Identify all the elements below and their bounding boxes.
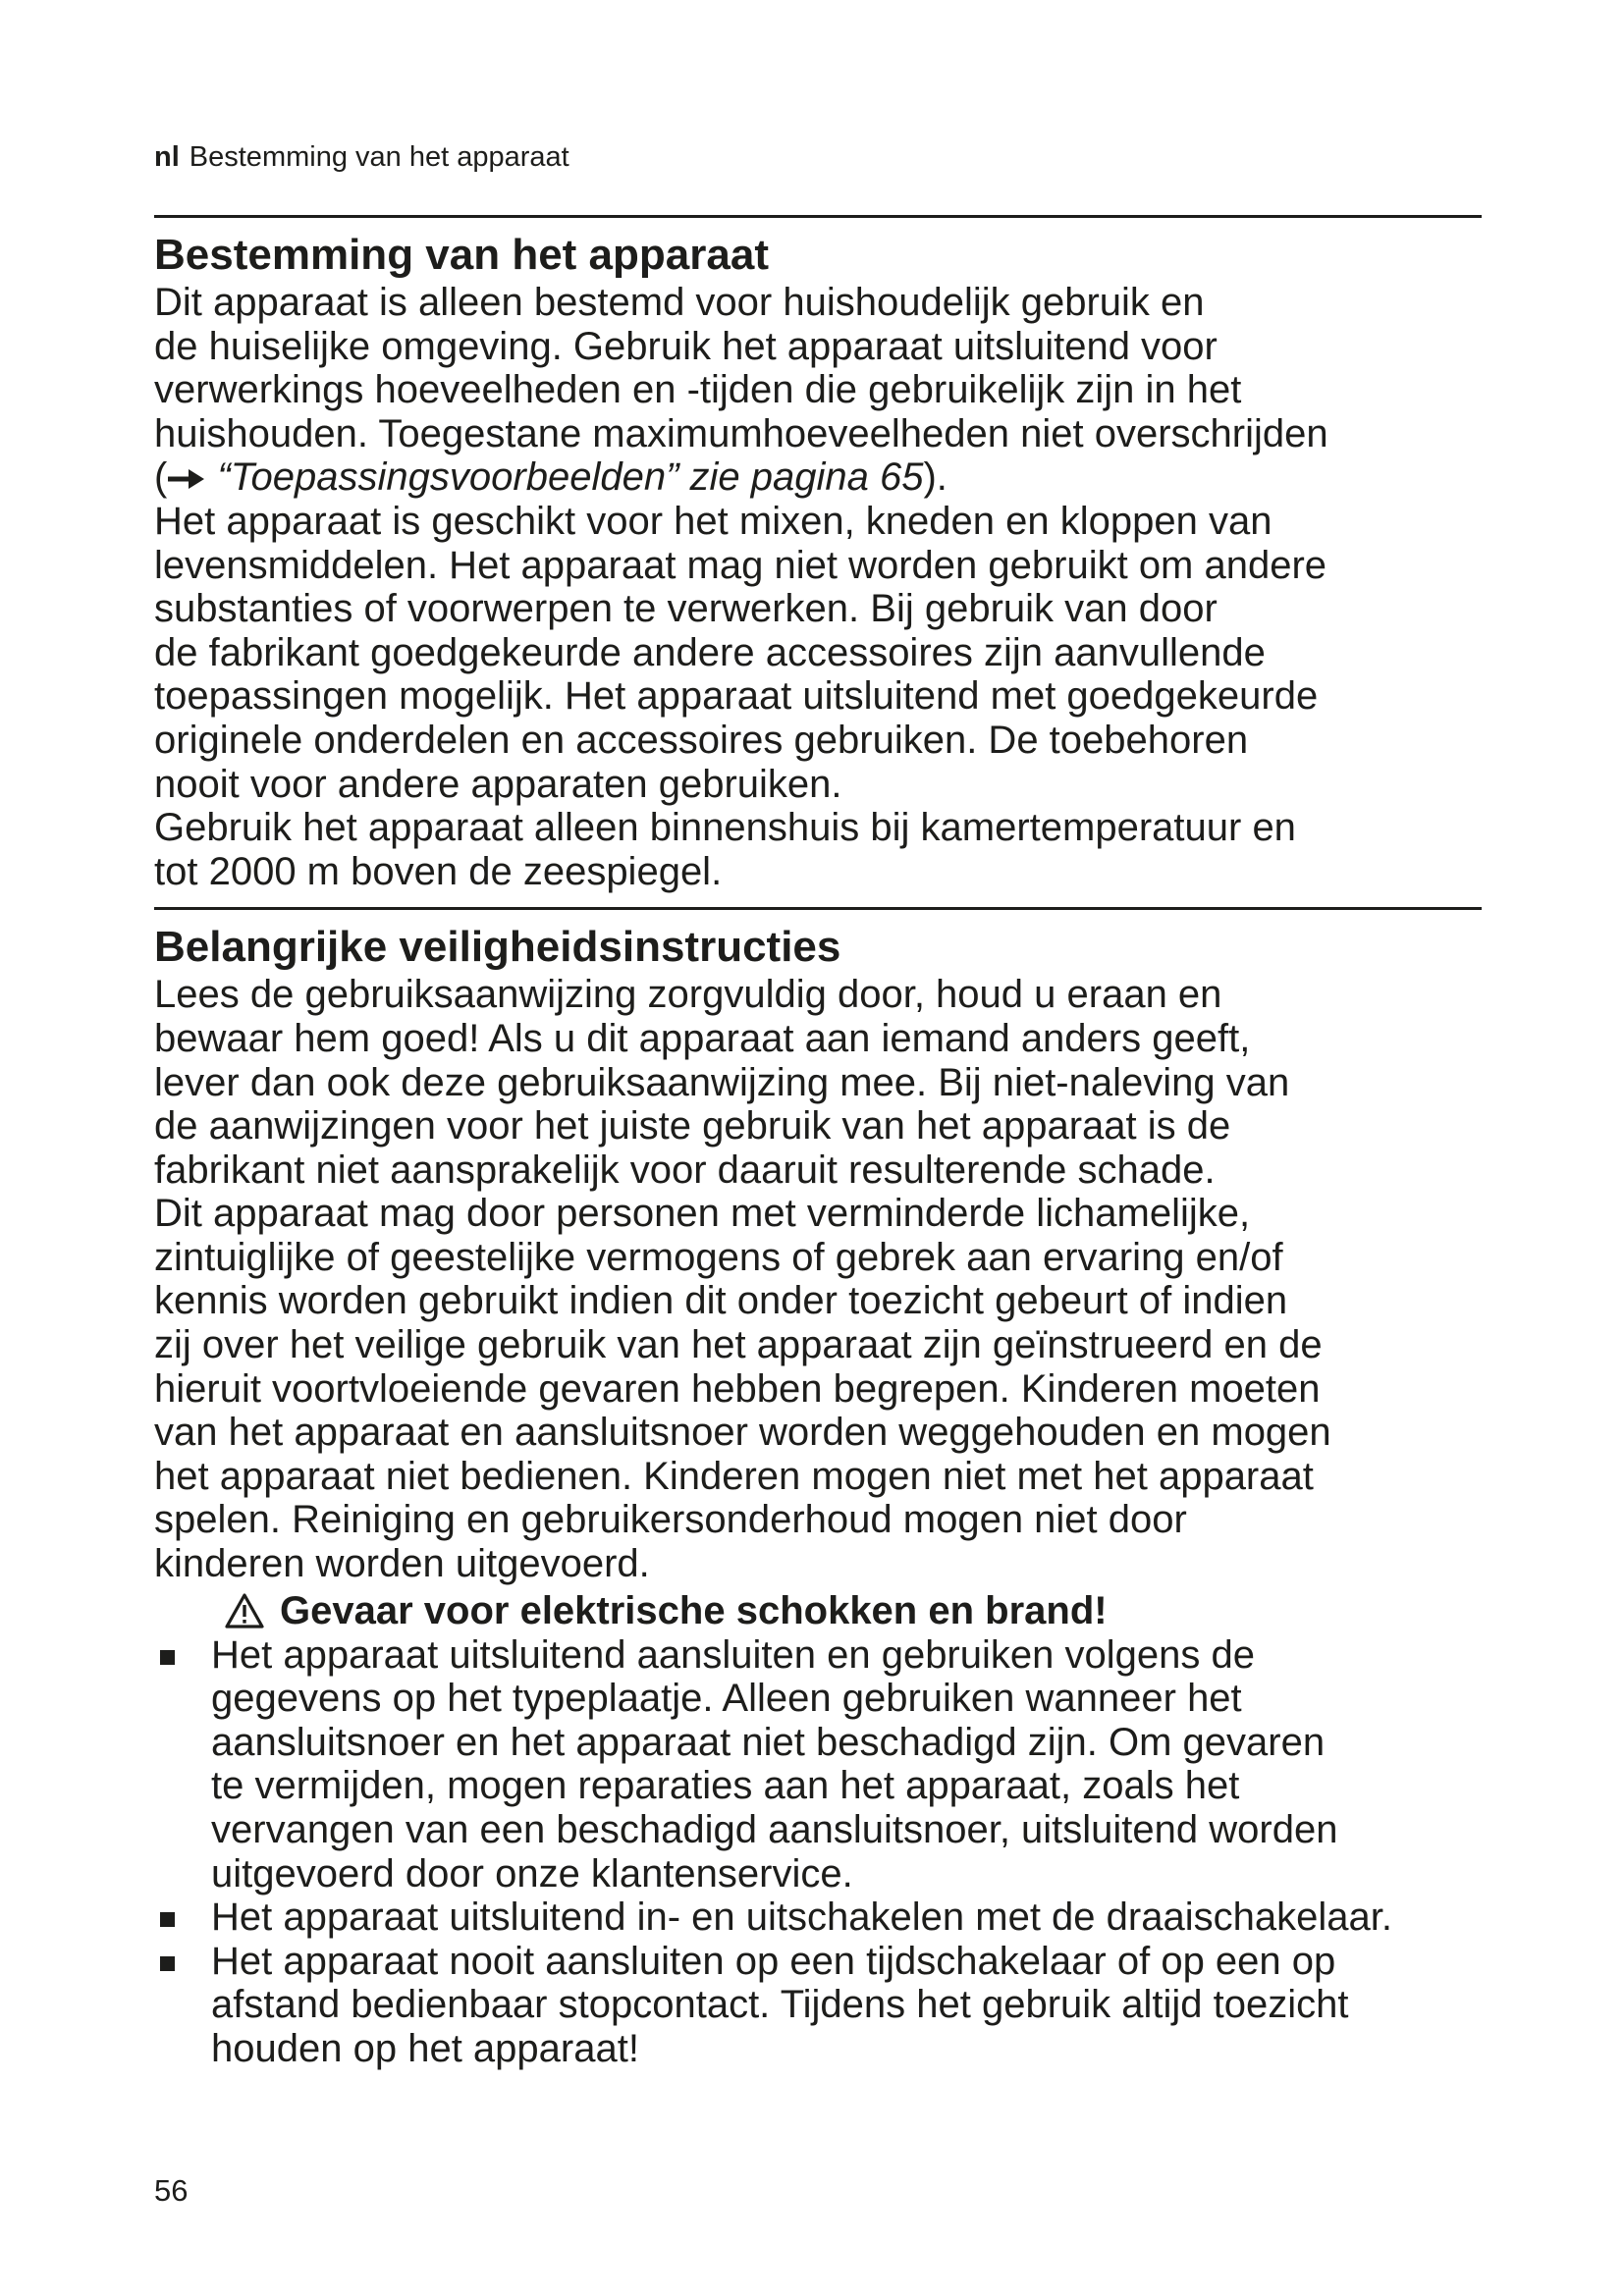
safety-paragraph <box>154 973 1482 1585</box>
text-line: de aanwijzingen voor het juiste gebruik van het apparaat is de <box>154 1104 1231 1148</box>
text-line: aansluitsnoer en het apparaat niet beschadigd zijn. Om gevaren <box>211 1720 1326 1764</box>
text-line: levensmiddelen. Het apparaat mag niet worden gebruikt om andere <box>154 543 1327 587</box>
text-line: afstand bedienbaar stopcontact. Tijdens het gebruik altijd toezicht <box>211 1983 1349 2027</box>
warning-triangle-icon <box>225 1593 264 1629</box>
text-line: van het apparaat en aansluitsnoer worden weggehouden en mogen <box>154 1411 1331 1455</box>
text-line: zij over het veilige gebruik van het apparaat zijn geïnstrueerd en de <box>154 1323 1323 1367</box>
text-line: Het apparaat uitsluitend aansluiten en gebruiken volgens de <box>211 1632 1255 1677</box>
running-header <box>154 140 569 174</box>
text-line: zintuiglijke of geestelijke vermogens of gebrek aan ervaring en/of <box>154 1235 1283 1279</box>
running-header-title: Bestemming van het apparaat <box>189 141 569 173</box>
text-line: huishouden. Toegestane maximumhoeveelheden niet overschrijden <box>154 411 1328 455</box>
text-line: verwerkings hoeveelheden en -tijden die gebruikelijk zijn in het <box>154 368 1242 412</box>
text-line: de huiselijke omgeving. Gebruik het apparaat uitsluitend voor <box>154 324 1218 368</box>
intended-use-paragraph <box>154 281 1482 893</box>
text-line: Het apparaat nooit aansluiten op een tijdschakelaar of op een op <box>211 1939 1336 1983</box>
list-item <box>154 1940 1482 2071</box>
text-line: Gebruik het apparaat alleen binnenshuis bij kamertemperatuur en <box>154 806 1296 850</box>
text-line: te vermijden, mogen reparaties aan het apparaat, zoals het <box>211 1764 1240 1808</box>
safety-section <box>154 907 1482 2070</box>
text-line: gegevens op het typeplaatje. Alleen gebruiken wanneer het <box>211 1677 1242 1721</box>
language-code: nl <box>154 141 180 173</box>
text-line: fabrikant niet aansprakelijk voor daaruit resulterende schade. <box>154 1148 1216 1192</box>
section-heading-intended-use: Bestemming van het apparaat <box>154 231 769 279</box>
text-line: spelen. Reiniging en gebruikersonderhoud mogen niet door <box>154 1498 1187 1542</box>
text-line: substanties of voorwerpen te verwerken. Bij gebruik van door <box>154 587 1218 631</box>
text-line: Lees de gebruiksaanwijzing zorgvuldig door, houd u eraan en <box>154 973 1222 1017</box>
page-number: 56 <box>154 2173 189 2208</box>
text-line: houden op het apparaat! <box>211 2026 639 2070</box>
xref-open-paren: ( <box>154 455 168 500</box>
square-bullet-icon <box>160 1956 175 1971</box>
page-content <box>154 215 1482 2071</box>
safety-bullet-list <box>154 1633 1482 2071</box>
xref-close-paren: ). <box>923 455 947 500</box>
text-line: toepassingen mogelijk. Het apparaat uitsluitend met goedgekeurde <box>154 674 1319 719</box>
cross-reference-line <box>154 455 1482 500</box>
text-line: originele onderdelen en accessoires gebruiken. De toebehoren <box>154 718 1249 762</box>
text-line: lever dan ook deze gebruiksaanwijzing mee. Bij niet-naleving van <box>154 1060 1290 1104</box>
text-line: uitgevoerd door onze klantenservice. <box>211 1851 853 1896</box>
text-line: Dit apparaat is alleen bestemd voor huishoudelijk gebruik en <box>154 281 1205 324</box>
arrow-right-icon <box>167 468 206 490</box>
text-line: vervangen van een beschadigd aansluitsnoer, uitsluitend worden <box>211 1808 1338 1851</box>
warning-heading <box>154 1588 1482 1633</box>
text-line: bewaar hem goed! Als u dit apparaat aan iemand anders geeft, <box>154 1016 1251 1060</box>
text-line: tot 2000 m boven de zeespiegel. <box>154 849 723 893</box>
text-line: kennis worden gebruikt indien dit onder toezicht gebeurt of indien <box>154 1279 1288 1323</box>
square-bullet-icon <box>160 1650 175 1665</box>
text-line: Het apparaat uitsluitend in- en uitschakelen met de draaischakelaar. <box>211 1896 1392 1940</box>
list-item <box>154 1896 1482 1940</box>
text-line: hieruit voortvloeiende gevaren hebben begrepen. Kinderen moeten <box>154 1366 1321 1411</box>
cross-reference-link[interactable]: “Toepassingsvoorbeelden” zie pagina 65 <box>217 455 924 500</box>
text-line: kinderen worden uitgevoerd. <box>154 1542 650 1586</box>
text-line: nooit voor andere apparaten gebruiken. <box>154 762 842 806</box>
list-item <box>154 1633 1482 1896</box>
text-line: Dit apparaat mag door personen met verminderde lichamelijke, <box>154 1192 1251 1236</box>
section-heading-safety: Belangrijke veiligheidsinstructies <box>154 923 841 972</box>
warning-title: Gevaar voor elektrische schokken en brand! <box>280 1588 1108 1632</box>
text-line: Het apparaat is geschikt voor het mixen, kneden en kloppen van <box>154 499 1272 543</box>
text-line: het apparaat niet bedienen. Kinderen mogen niet met het apparaat <box>154 1454 1314 1498</box>
text-line: de fabrikant goedgekeurde andere accessoires zijn aanvullende <box>154 630 1266 674</box>
square-bullet-icon <box>160 1912 175 1927</box>
